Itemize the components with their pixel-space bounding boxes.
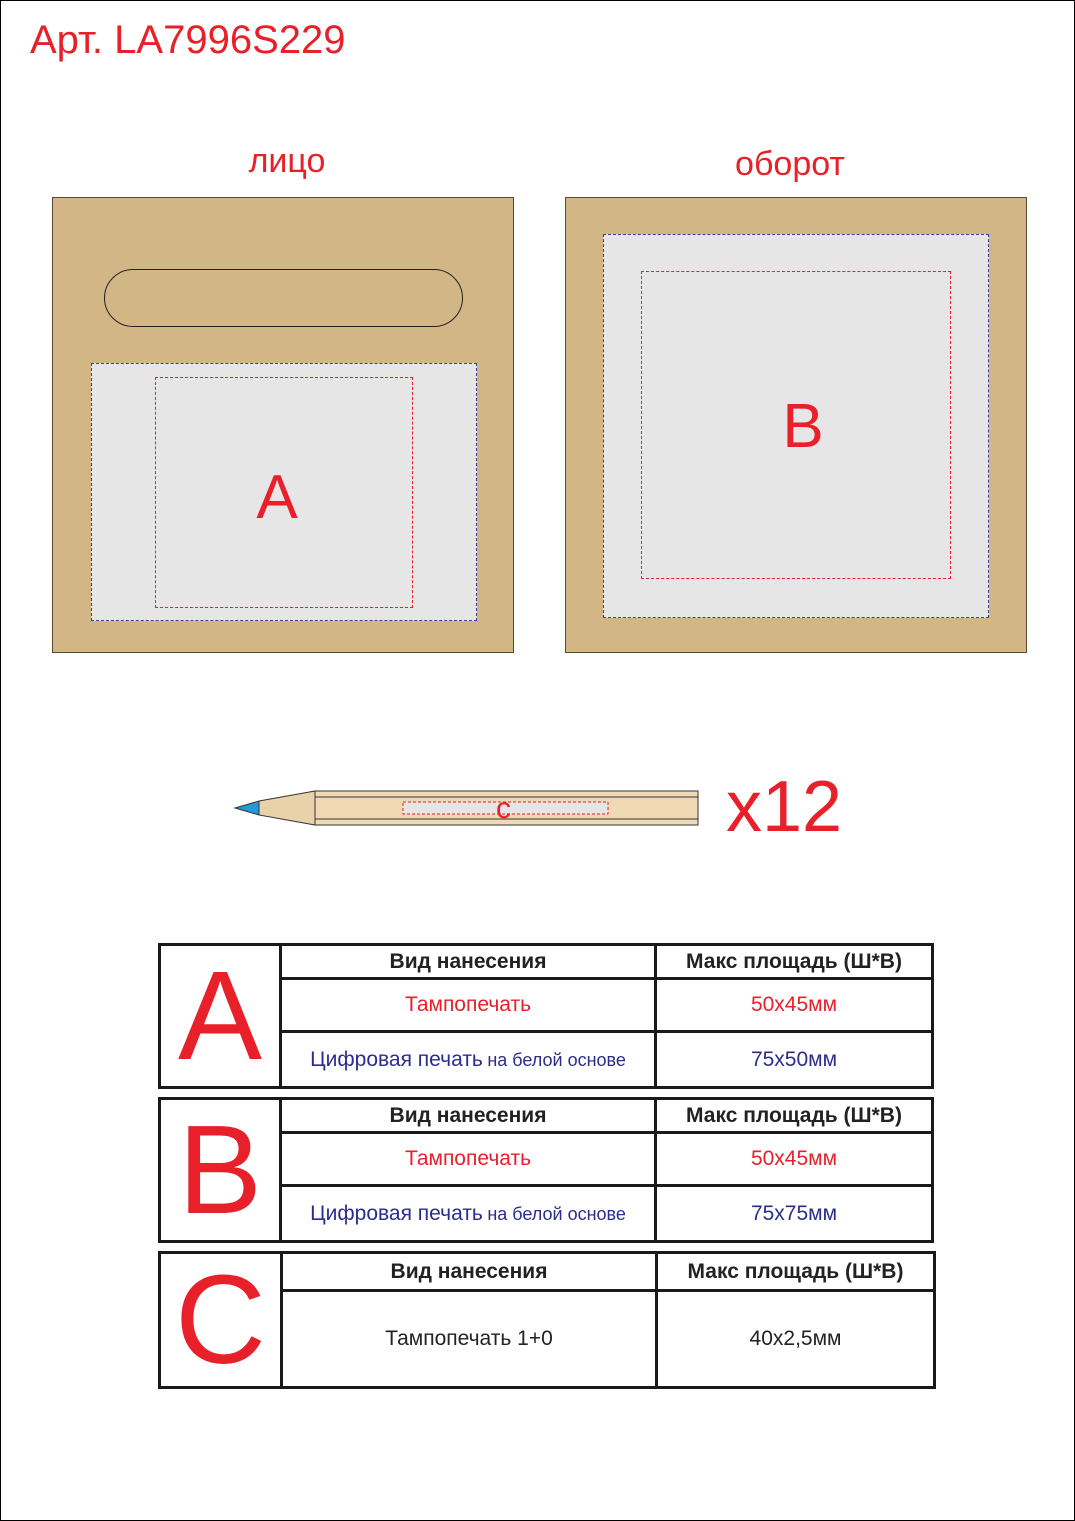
table-a-letter: A [160, 945, 281, 1088]
area-value: 50x45мм [750, 1147, 838, 1170]
area-b-letter: B [782, 392, 824, 461]
pencil-illustration [232, 786, 702, 830]
table-c-row1-area [657, 1291, 935, 1388]
area-a-letter: A [256, 463, 298, 532]
table-b-row2-method [281, 1186, 656, 1242]
pencil-tip [259, 791, 315, 825]
area-value: 75x50мм [750, 1047, 838, 1071]
back-view-label: оборот [735, 145, 845, 183]
method-label: Тампопечать 1+0 [385, 1327, 553, 1350]
spec-table-c [158, 1251, 936, 1389]
table-c-row1-method [282, 1291, 657, 1388]
table-b-row2-area [656, 1186, 933, 1242]
table-c-area-header: Макс площадь (Ш*В) [657, 1253, 935, 1291]
table-b-method-header: Вид нанесения [281, 1099, 656, 1133]
quantity-label: x12 [726, 767, 843, 847]
table-b-row1-method [281, 1133, 656, 1186]
method-label: Цифровая печать [310, 1047, 483, 1071]
back-board [565, 197, 1027, 653]
table-b-row1-area [656, 1133, 933, 1186]
spec-table-b [158, 1097, 934, 1243]
table-a-method-header: Вид нанесения [281, 945, 656, 979]
article-title: Арт. LA7996S229 [30, 18, 346, 62]
area-value: 40x2,5мм [749, 1327, 842, 1350]
method-note: на белой основе [487, 1203, 626, 1224]
table-a-row1-method [281, 979, 656, 1032]
front-view-label: лицо [248, 142, 326, 180]
table-b-letter: B [160, 1099, 281, 1242]
area-value: 50x45мм [750, 993, 838, 1016]
method-label: Тампопечать [404, 993, 532, 1016]
area-value: 75x75мм [750, 1201, 838, 1225]
pencil-slot [104, 269, 463, 327]
spec-table-a [158, 943, 934, 1089]
method-note: на белой основе [487, 1049, 626, 1070]
table-a-area-header: Макс площадь (Ш*В) [656, 945, 933, 979]
table-c-method-header: Вид нанесения [282, 1253, 657, 1291]
table-c-letter: C [160, 1253, 282, 1388]
method-label: Тампопечать [404, 1147, 532, 1170]
pencil-lead [235, 801, 259, 815]
front-board [52, 197, 514, 653]
method-label: Цифровая печать [310, 1201, 483, 1225]
table-a-row1-area [656, 979, 933, 1032]
table-a-row2-area [656, 1032, 933, 1088]
table-b-area-header: Макс площадь (Ш*В) [656, 1099, 933, 1133]
area-c-letter: c [496, 792, 511, 825]
table-a-row2-method [281, 1032, 656, 1088]
